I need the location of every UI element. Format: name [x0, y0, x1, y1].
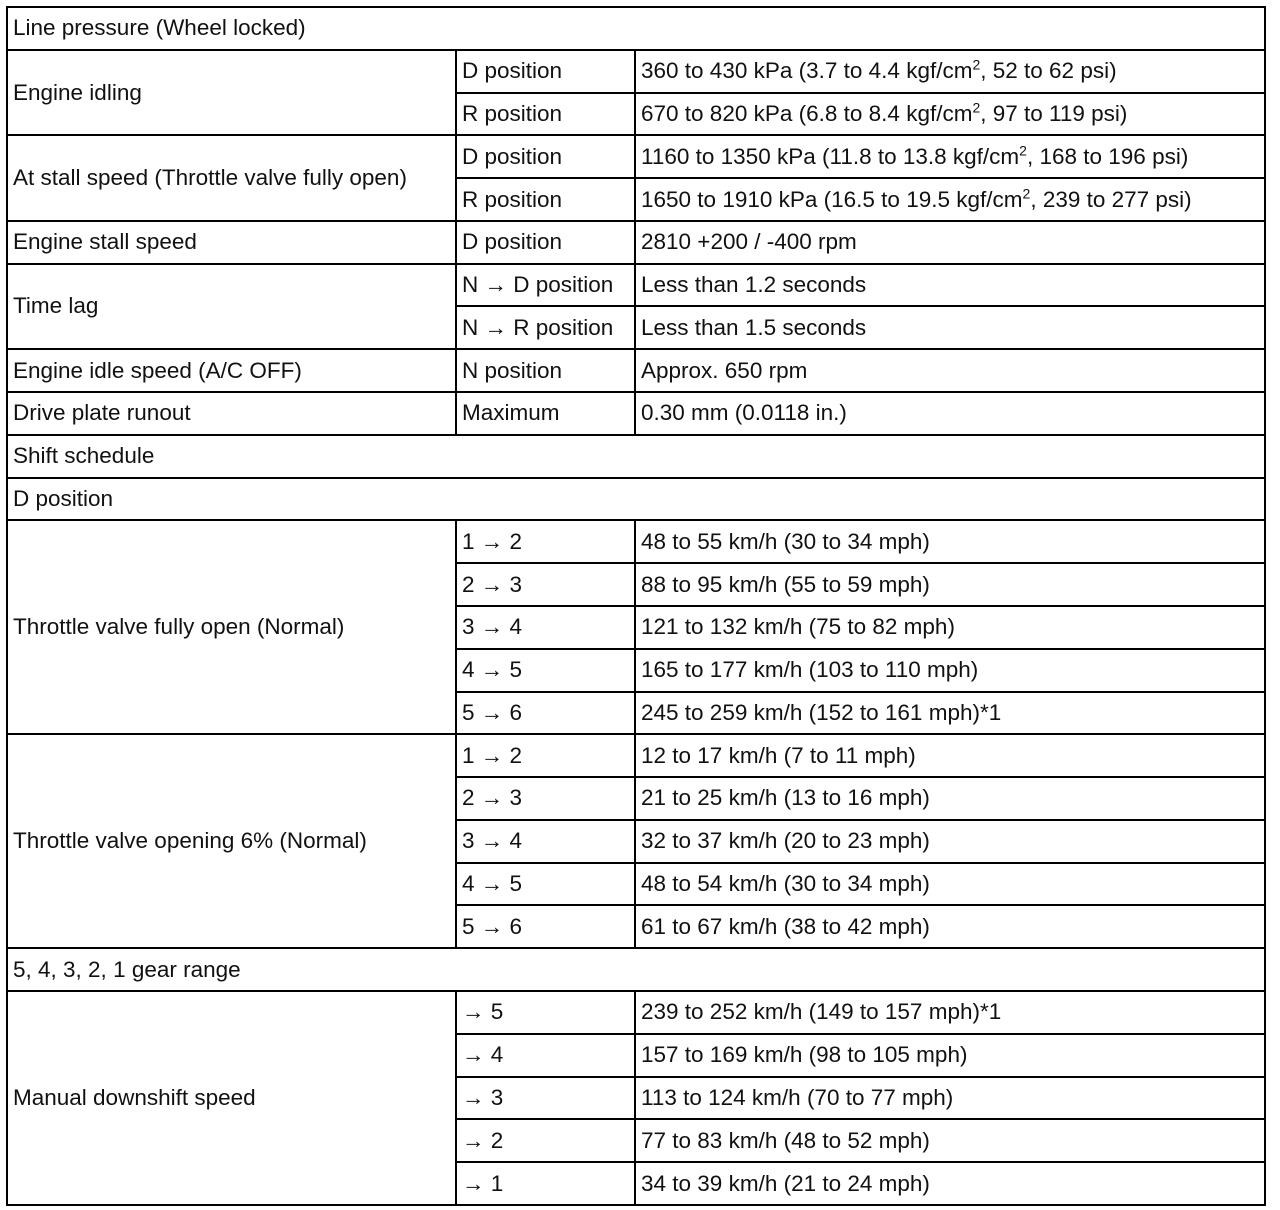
- fully-open-label: Throttle valve fully open (Normal): [7, 520, 456, 734]
- shift-cell: 4 → 5: [456, 649, 635, 692]
- table-row: [7, 520, 1265, 563]
- value-cell: 113 to 124 km/h (70 to 77 mph): [635, 1077, 1265, 1120]
- value-cell: 21 to 25 km/h (13 to 16 mph): [635, 777, 1265, 820]
- shift-cell: 3 → 4: [456, 820, 635, 863]
- condition-cell: N → D position: [456, 264, 635, 307]
- time-lag-label: Time lag: [7, 264, 456, 350]
- value-cell: 88 to 95 km/h (55 to 59 mph): [635, 563, 1265, 606]
- line-pressure-heading: Line pressure (Wheel locked): [7, 7, 1265, 50]
- value-cell: 1160 to 1350 kPa (11.8 to 13.8 kgf/$cm^2$, 168 to 196 psi): [635, 135, 1265, 178]
- value-cell: Approx. 650 rpm: [635, 349, 1265, 392]
- shift-cell: → 5: [456, 991, 635, 1034]
- shift-cell: → 1: [456, 1162, 635, 1205]
- value-cell: 245 to 259 km/h (152 to 161 mph)*1: [635, 692, 1265, 735]
- condition-cell: D position: [456, 135, 635, 178]
- d-position-heading: D position: [7, 478, 1265, 521]
- engine-stall-speed-label: Engine stall speed: [7, 221, 456, 264]
- stall-speed-label: At stall speed (Throttle valve fully open): [7, 135, 456, 221]
- table-row: [7, 948, 1265, 991]
- table-row: [7, 392, 1265, 435]
- shift-cell: 1 → 2: [456, 734, 635, 777]
- value-cell: 121 to 132 km/h (75 to 82 mph): [635, 606, 1265, 649]
- value-cell: 48 to 55 km/h (30 to 34 mph): [635, 520, 1265, 563]
- shift-cell: 2 → 3: [456, 563, 635, 606]
- value-cell: 157 to 169 km/h (98 to 105 mph): [635, 1034, 1265, 1077]
- condition-cell: D position: [456, 221, 635, 264]
- specification-table: [6, 6, 1266, 1206]
- table-row: [7, 991, 1265, 1034]
- shift-cell: 3 → 4: [456, 606, 635, 649]
- gear-range-heading: 5, 4, 3, 2, 1 gear range: [7, 948, 1265, 991]
- value-cell: 34 to 39 km/h (21 to 24 mph): [635, 1162, 1265, 1205]
- value-cell: 360 to 430 kPa (3.7 to 4.4 kgf/$cm^2$, 52 to 62 psi): [635, 50, 1265, 93]
- table-row: [7, 221, 1265, 264]
- shift-cell: 5 → 6: [456, 692, 635, 735]
- table-row: [7, 349, 1265, 392]
- value-cell: Less than 1.2 seconds: [635, 264, 1265, 307]
- table-row: [7, 7, 1265, 50]
- shift-cell: → 4: [456, 1034, 635, 1077]
- table-row: [7, 435, 1265, 478]
- manual-downshift-label: Manual downshift speed: [7, 991, 456, 1205]
- shift-cell: 2 → 3: [456, 777, 635, 820]
- value-cell: 239 to 252 km/h (149 to 157 mph)*1: [635, 991, 1265, 1034]
- value-cell: 2810 +200 / -400 rpm: [635, 221, 1265, 264]
- table-row: [7, 135, 1265, 178]
- shift-cell: 1 → 2: [456, 520, 635, 563]
- table-row: [7, 478, 1265, 521]
- opening-6-label: Throttle valve opening 6% (Normal): [7, 734, 456, 948]
- value-cell: 0.30 mm (0.0118 in.): [635, 392, 1265, 435]
- shift-cell: → 2: [456, 1119, 635, 1162]
- table-row: [7, 50, 1265, 93]
- condition-cell: Maximum: [456, 392, 635, 435]
- value-cell: 61 to 67 km/h (38 to 42 mph): [635, 905, 1265, 948]
- shift-cell: 5 → 6: [456, 905, 635, 948]
- value-cell: 48 to 54 km/h (30 to 34 mph): [635, 863, 1265, 906]
- shift-schedule-heading: Shift schedule: [7, 435, 1265, 478]
- drive-plate-runout-label: Drive plate runout: [7, 392, 456, 435]
- value-cell: 670 to 820 kPa (6.8 to 8.4 kgf/$cm^2$, 97 to 119 psi): [635, 93, 1265, 136]
- engine-idling-label: Engine idling: [7, 50, 456, 136]
- shift-cell: → 3: [456, 1077, 635, 1120]
- value-cell: 77 to 83 km/h (48 to 52 mph): [635, 1119, 1265, 1162]
- table-row: [7, 734, 1265, 777]
- value-cell: 32 to 37 km/h (20 to 23 mph): [635, 820, 1265, 863]
- condition-cell: R position: [456, 93, 635, 136]
- value-cell: 12 to 17 km/h (7 to 11 mph): [635, 734, 1265, 777]
- value-cell: Less than 1.5 seconds: [635, 306, 1265, 349]
- engine-idle-speed-label: Engine idle speed (A/C OFF): [7, 349, 456, 392]
- condition-cell: D position: [456, 50, 635, 93]
- shift-cell: 4 → 5: [456, 863, 635, 906]
- condition-cell: N position: [456, 349, 635, 392]
- table-row: [7, 264, 1265, 307]
- condition-cell: N → R position: [456, 306, 635, 349]
- value-cell: 1650 to 1910 kPa (16.5 to 19.5 kgf/$cm^2$, 239 to 277 psi): [635, 178, 1265, 221]
- condition-cell: R position: [456, 178, 635, 221]
- value-cell: 165 to 177 km/h (103 to 110 mph): [635, 649, 1265, 692]
